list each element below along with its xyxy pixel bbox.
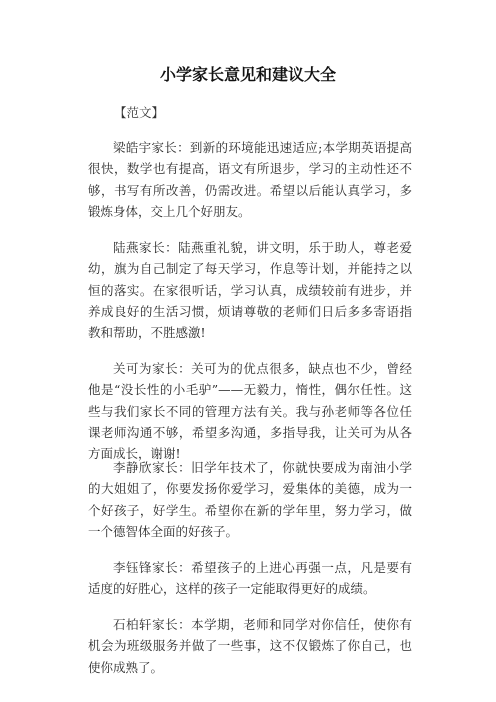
paragraph-shi-baixuan: 石柏轩家长：本学期，老师和同学对你信任，使你有机会为班级服务并做了一些事，这不仅锻炼了你自己，也使你成熟了。 [88,617,412,675]
paragraph-lu-yan: 陆燕家长：陆燕重礼貌，讲文明，乐于助人，尊老爱幼，旗为自己制定了每天学习，作息等计划，并能持之以恒的落实。在家很听话，学习认真，成绩较前有进步，并养成良好的生活习惯，烦请尊敬的老师们日后多多寄语指教和帮助，不胜感激! [88,240,412,341]
section-label: 【范文】 [114,105,165,120]
paragraph-guan-kewei: 关可为家长：关可为的优点很多，缺点也不少，曾经他是“没长性的小毛驴”——无毅力，惰性，偶尔任性。这些与我们家长不同的管理方法有关。我与孙老师等各位任课老师沟通不够，希望多沟通，多指导我，让关可为从各方面成长，谢谢! [88,361,412,462]
page-title: 小学家长意见和建议大全 [159,65,336,84]
paragraph-liang-haoyu: 梁皓宇家长：到新的环境能迅速适应;本学期英语提高很快，数学也有提高，语文有所退步，学习的主动性还不够，书写有所改善，仍需改进。希望以后能认真学习，多锻炼身体，交上几个好朋友。 [88,140,412,219]
paragraph-li-jingxin: 李静欣家长：旧学年技术了，你就快要成为南油小学的大姐姐了，你要发扬你爱学习，爱集体的美德，成为一个好孩子，好学生。希望你在新的学年里，努力学习，做一个德智体全面的好孩子。 [88,460,412,539]
paragraph-li-yufeng: 李钰锋家长：希望孩子的上进心再强一点，凡是要有适度的好胜心，这样的孩子一定能取得更好的成绩。 [88,560,412,597]
